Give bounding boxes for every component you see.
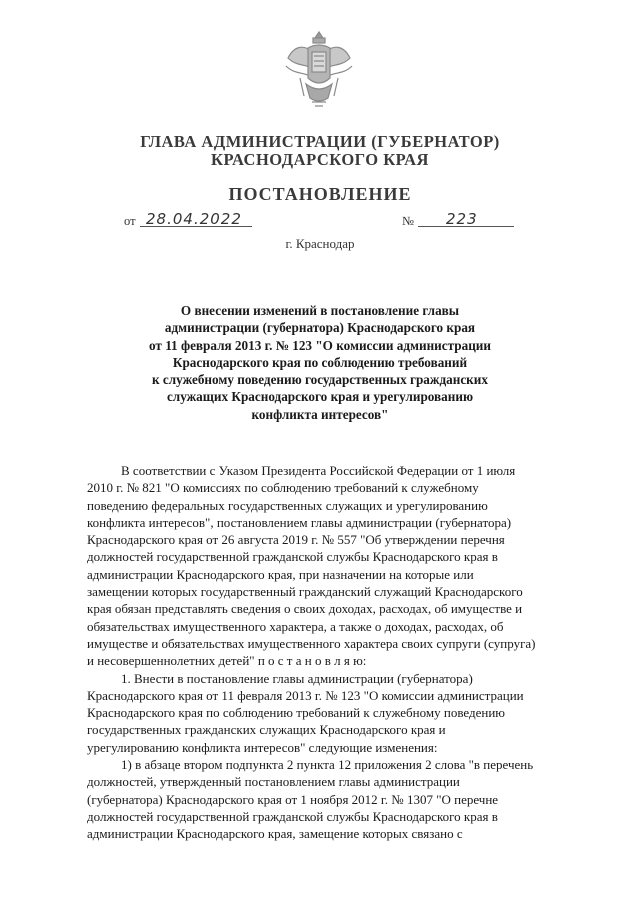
- title-line: служащих Краснодарского края и урегулированию: [166, 389, 474, 405]
- document-type: ПОСТАНОВЛЕНИЕ: [228, 184, 412, 204]
- handwritten-date: 28.04.2022: [146, 210, 242, 228]
- body-line: должностей государственной гражданской службы Краснодарского края в: [87, 808, 498, 824]
- number-prefix: №: [402, 214, 414, 228]
- issuer-line-1: ГЛАВА АДМИНИСТРАЦИИ (ГУБЕРНАТОР): [140, 132, 500, 151]
- body-line: администрации Краснодарского края, при назначении на которые или: [87, 566, 474, 582]
- body-line: администрации Краснодарского края, замещение которых связано с: [87, 826, 463, 842]
- document-title: [130, 302, 510, 423]
- body-line: 2010 г. № 821 "О комиссиях по соблюдению требований к служебному: [87, 480, 479, 496]
- date-prefix: от: [124, 214, 136, 228]
- body-line: В соответствии с Указом Президента Российской Федерации от 1 июля: [121, 463, 516, 478]
- body-line: должностей государственной гражданской службы Краснодарского края в: [87, 549, 498, 565]
- body-line: и несовершеннолетних детей" п о с т а н о в л я ю:: [87, 653, 367, 669]
- body-line: края обязан представлять сведения о своих доходах, расходах, об имуществе и: [87, 601, 523, 617]
- issuer-line-2: КРАСНОДАРСКОГО КРАЯ: [211, 150, 429, 169]
- title-line: к служебному поведению государственных гражданских: [152, 372, 488, 388]
- city-label: г. Краснодар: [285, 236, 355, 251]
- coat-of-arms-emblem: [282, 28, 356, 112]
- body-line: (губернатора) Краснодарского края от 1 ноября 2012 г. № 1307 "О перечне: [87, 791, 499, 807]
- body-line: урегулированию конфликта интересов" следующие изменения:: [87, 739, 438, 755]
- title-line: О внесении изменений в постановление главы: [180, 303, 460, 318]
- body-line: конфликта интересов", постановлением главы администрации (губернатора): [87, 514, 512, 530]
- title-line: Краснодарского края по соблюдению требований: [172, 354, 468, 370]
- title-line: конфликта интересов": [251, 406, 389, 422]
- body-line: должностей, утвержденный постановлением главы администрации: [87, 774, 460, 790]
- body-line: 1) в абзаце втором подпункта 2 пункта 12 приложения 2 слова "в перечень: [121, 757, 534, 773]
- body-line: замещении которых государственный гражданский служащий Краснодарского: [87, 584, 523, 600]
- handwritten-number: 223: [446, 210, 478, 228]
- body-line: поведению федеральных государственных служащих и урегулированию: [87, 497, 488, 513]
- title-line: от 11 февраля 2013 г. № 123 "О комиссии администрации: [149, 337, 491, 353]
- body-line: государственных гражданских служащих Краснодарского края и: [87, 722, 446, 738]
- body-line: имуществе и обязательствах имущественного характера своих супруги (супруга): [87, 635, 536, 651]
- title-line: администрации (губернатора) Краснодарского края: [164, 320, 476, 336]
- body-line: обязательствах имущественного характера, а также о доходах, расходах, об: [87, 618, 504, 634]
- body-line: Краснодарского края от 11 февраля 2013 г. № 123 "О комиссии администрации: [87, 687, 524, 703]
- document-body: [87, 462, 600, 843]
- body-line: 1. Внести в постановление главы администрации (губернатора): [121, 670, 473, 686]
- body-line: Краснодарского края по соблюдению требований к служебному поведению: [87, 705, 505, 721]
- body-line: Краснодарского края от 26 августа 2019 г. № 557 "Об утверждении перечня: [87, 532, 505, 548]
